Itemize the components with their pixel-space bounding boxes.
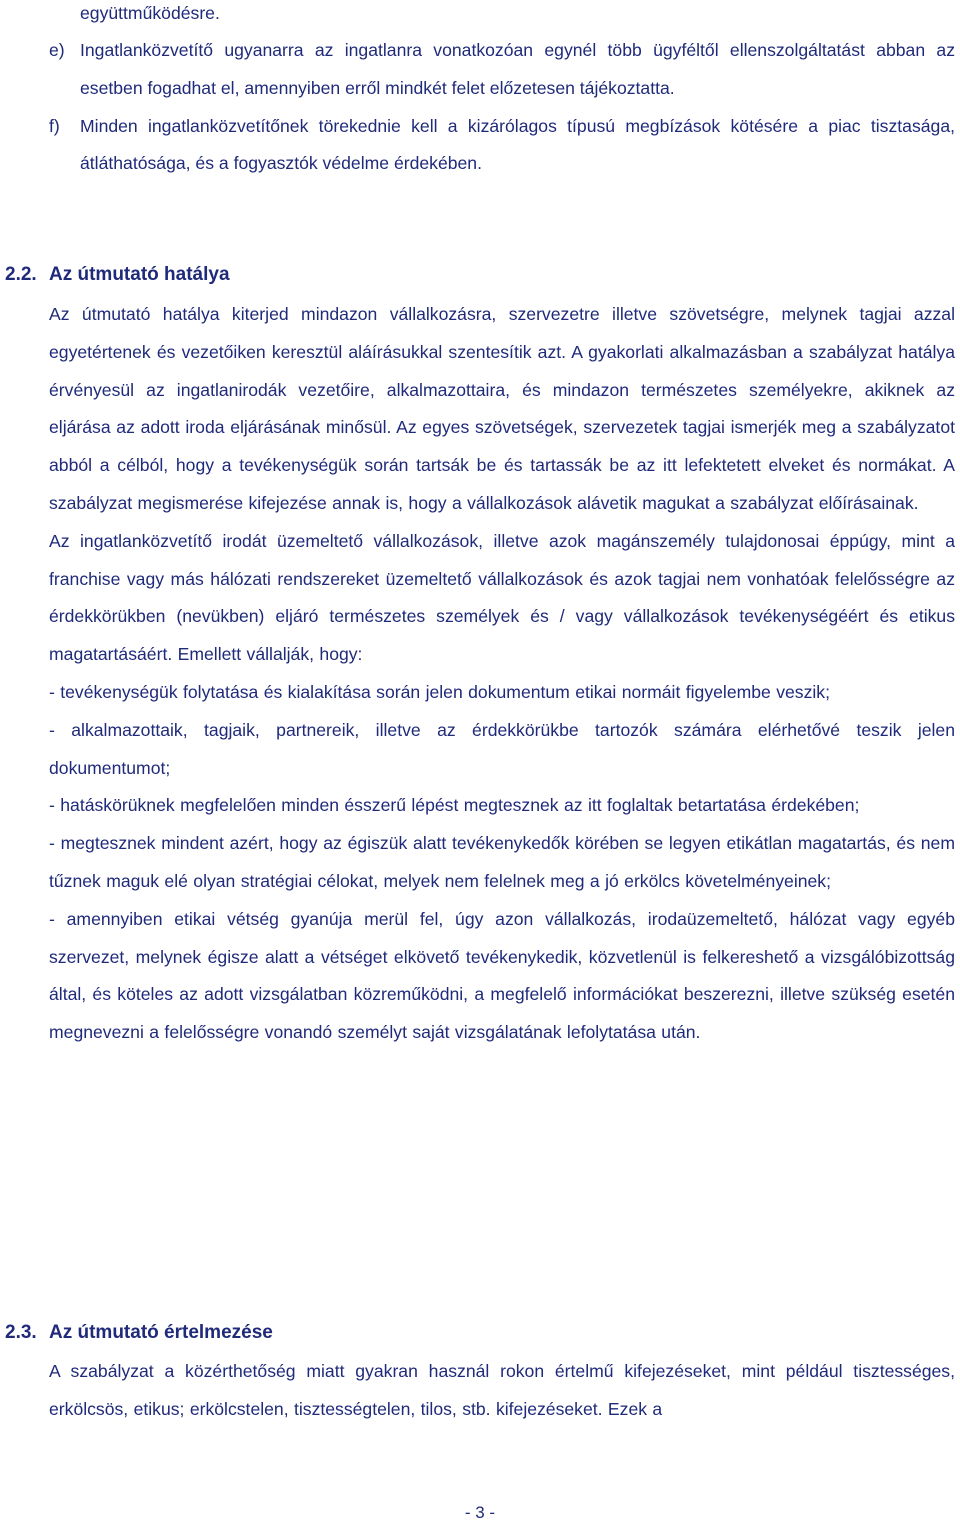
list-item-text: Ingatlanközvetítő ugyanarra az ingatlanra vonatkozóan egynél több ügyféltől ellenszolgáltatást abban az esetben fogadhat el, amennyiben erről mindkét felet előzetesen tájékoztatta. [80,40,955,98]
section-title: Az útmutató hatálya [49,264,230,285]
lettered-list [49,32,955,183]
section-heading-2-2 [5,256,230,294]
list-marker: e) [49,40,65,60]
dash-item: - hatáskörüknek megfelelően minden ésszerű lépést megtesznek az itt foglaltak betartatása érdekében; [49,795,860,816]
dash-item: - tevékenységük folytatása és kialakítása során jelen dokumentum etikai normáit figyelembe veszik; [49,681,830,702]
paragraph: A szabályzat a közérthetőség miatt gyakran használ rokon értelmű kifejezéseket, mint például tisztességes, erkölcsös, etikus; erkölcstelen, tisztességtelen, tilos, stb. kifejezéseket. Ezek a [49,1361,955,1419]
section-title: Az útmutató értelmezése [49,1322,273,1343]
paragraph: Az ingatlanközvetítő irodát üzemeltető vállalkozások, illetve azok magánszemély tulajdonosai éppúgy, mint a franchise vagy más hálózati rendszereket üzemeltető vállalkozások és azok tagjai nem vonhatóak felelősségre az érdekkörükben (nevükben) eljáró természetes személyek és / vagy vállalkozások tevékenységéért és etikus magatartásáért. Emellett vállalják, hogy: [49,530,955,665]
list-item-text: Minden ingatlanközvetítőnek törekednie kell a kizárólagos típusú megbízások kötésére a piac tisztasága, átláthatósága, és a fogyasztók védelme érdekében. [80,115,955,174]
section-heading-2-3 [5,1314,273,1352]
dash-item: - alkalmazottaik, tagjaik, partnereik, illetve az érdekkörükbe tartozók számára elérhetővé teszik jelen dokumentumot; [49,719,955,778]
list-item-f [49,108,955,184]
paragraph: Az útmutató hatálya kiterjed mindazon vállalkozásra, szervezetre illetve szövetségre, melynek tagjai azzal egyetértenek és vezetőiken keresztül aláírásukkal szentesítik azt. A gyakorlati alkalmazásban a szabályzat hatálya érvényesül az ingatlanirodák vezetőire, alkalmazottaira, és mindazon természetes személyekre, akiknek az eljárása az adott iroda eljárásának minősül. Az egyes szövetségek, szervezetek tagjai ismerjék meg a szabályzatot abból a célból, hogy a tevékenységük során tartsák be és tartassák be az itt lefektetett elveket és normákat. A szabályzat megismerése kifejezése annak is, hogy a vállalkozások alávetik magukat a szabályzat előírásainak. [49,304,955,513]
dash-item: - megtesznek mindent azért, hogy az égiszük alatt tevékenykedők körében se legyen etikátlan magatartás, és nem tűznek maguk elé olyan stratégiai célokat, melyek nem felelnek meg a jó erkölcs követelményeinek; [49,833,955,891]
page-number: - 3 - [464,1503,496,1522]
list-item-e [49,32,955,108]
section-number: 2.2. [5,264,37,285]
section-2-2-body [49,296,955,1052]
section-2-3-body [49,1353,955,1429]
dash-item: - amennyiben etikai vétség gyanúja merül fel, úgy azon vállalkozás, irodaüzemeltető, hálózat vagy egyéb szervezet, melynek égisze alatt a vétséget elkövető tevékenykedik, közvetlenül is felkereshető a vizsgálóbizottság által, és köteles az adott vizsgálatban közreműködni, a megfelelő információkat beszerezni, illetve szükség esetén megnevezni a felelősségre vonandó személyt saját vizsgálatának lefolytatása után. [49,908,955,1043]
list-marker: f) [49,115,60,136]
intro-fragment: együttműködésre. [80,3,220,23]
section-number: 2.3. [5,1322,37,1343]
